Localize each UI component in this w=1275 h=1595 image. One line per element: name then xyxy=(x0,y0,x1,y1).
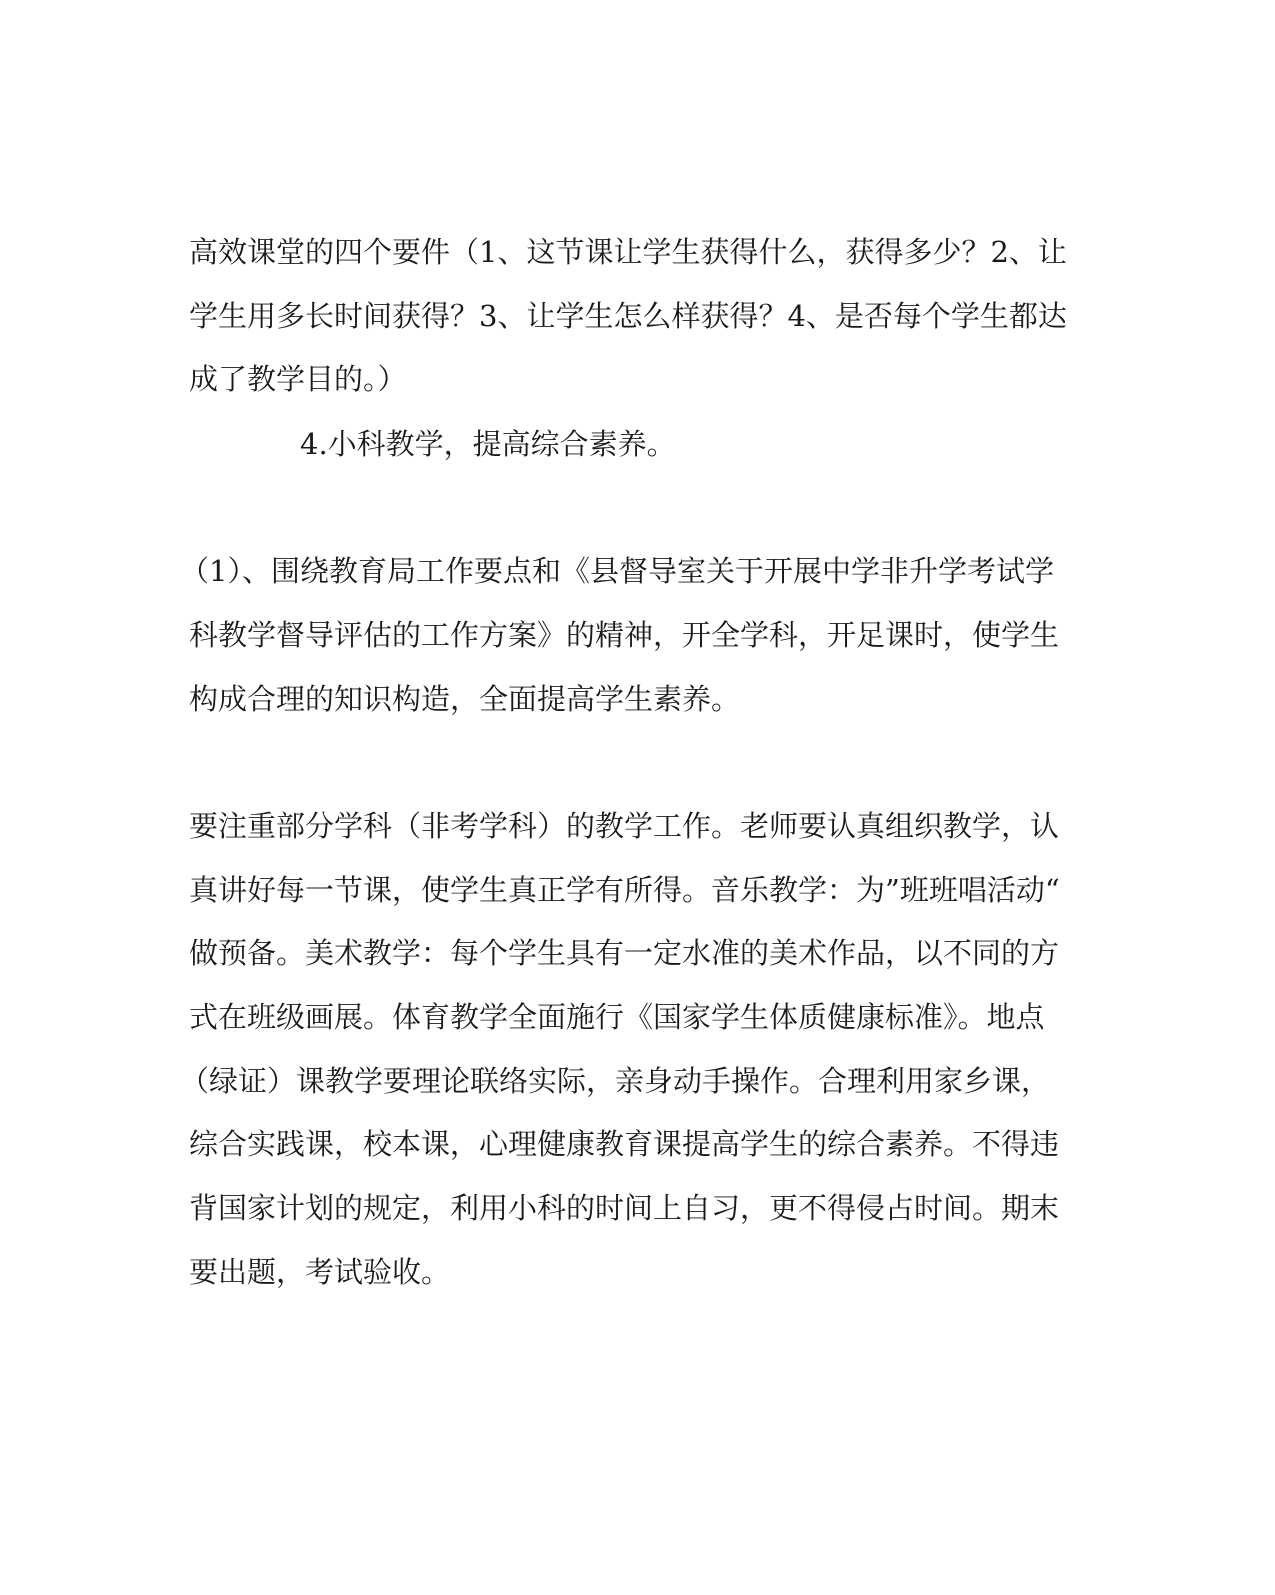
paragraph-3-line-3: 做预备。美术教学：每个学生具有一定水准的美术作品，以不同的方 xyxy=(189,936,1060,970)
paragraph-3-line-5: （绿证）课教学要理论联络实际，亲身动手操作。合理利用家乡课， xyxy=(180,1064,1051,1098)
paragraph-3-line-6: 综合实践课，校本课，心理健康教育课提高学生的综合素养。不得违 xyxy=(189,1127,1060,1161)
paragraph-3-line-8: 要出题，考试验收。 xyxy=(189,1255,451,1289)
paragraph-1-line-3: 成了教学目的。） xyxy=(189,362,407,396)
paragraph-3-line-4: 式在班级画展。体育教学全面施行《国家学生体质健康标准》。地点 xyxy=(189,1000,1045,1034)
paragraph-2-line-3: 构成合理的知识构造，全面提高学生素养。 xyxy=(189,682,741,716)
paragraph-3-line-2: 真讲好每一节课，使学生真正学有所得。音乐教学：为”班班唱活动“ xyxy=(189,873,1060,907)
paragraph-1-line-1: 高效课堂的四个要件（1、这节课让学生获得什么，获得多少？2、让 xyxy=(189,235,1067,269)
section-heading-4: 4.小科教学，提高综合素养。 xyxy=(300,427,676,461)
paragraph-3-line-1: 要注重部分学科（非考学科）的教学工作。老师要认真组织教学，认 xyxy=(189,809,1060,843)
paragraph-1-line-2: 学生用多长时间获得？3、让学生怎么样获得？4、是否每个学生都达 xyxy=(189,299,1067,333)
paragraph-3-line-7: 背国家计划的规定，利用小科的时间上自习，更不得侵占时间。期末 xyxy=(189,1191,1060,1225)
paragraph-2-line-1: （1）、围绕教育局工作要点和《县督导室关于开展中学非升学考试学 xyxy=(180,554,1054,588)
paragraph-2-line-2: 科教学督导评估的工作方案》的精神，开全学科，开足课时，使学生 xyxy=(189,618,1060,652)
